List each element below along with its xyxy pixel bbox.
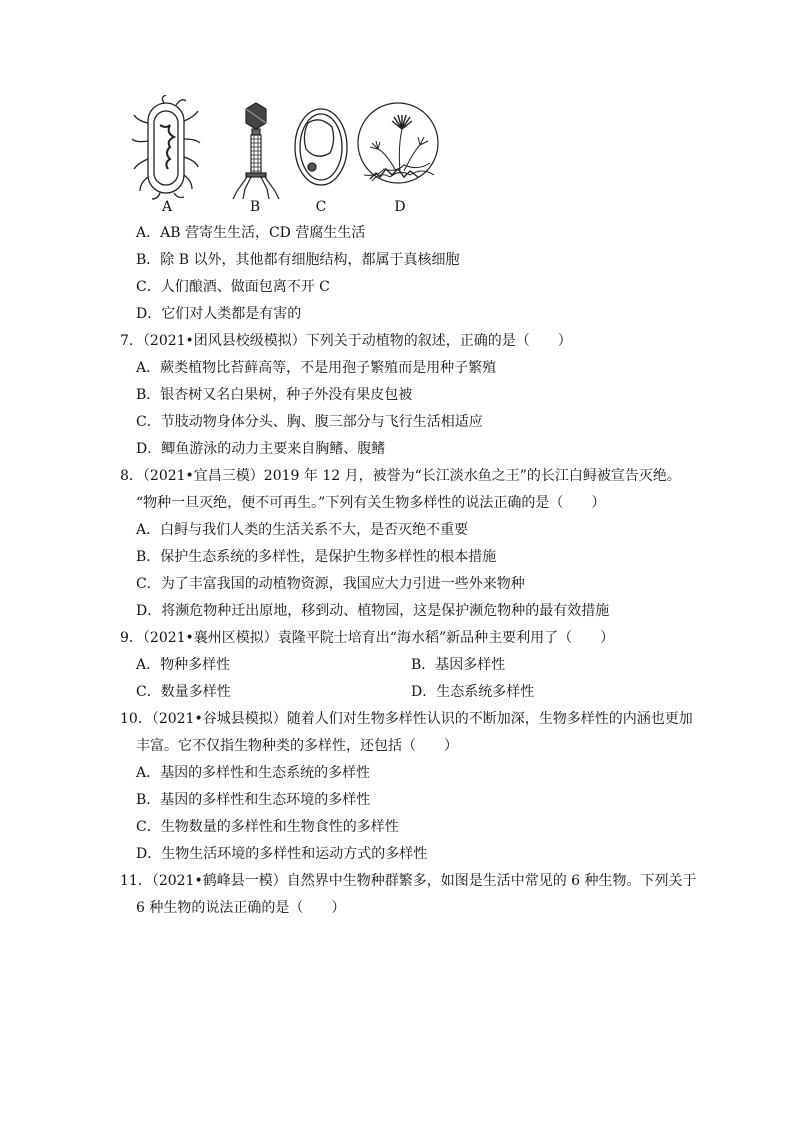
- q10-option-a: A．基因的多样性和生态系统的多样性: [136, 765, 371, 781]
- mold-drawing: [358, 103, 438, 183]
- q8-option-c: C．为了丰富我国的动植物资源，我国应大力引进一些外来物种: [136, 576, 525, 592]
- organisms-figure: [120, 95, 460, 220]
- q7-stem: 7．（2021•团风县校级模拟）下列关于动植物的叙述，正确的是（ ）: [120, 333, 572, 349]
- q10-stem-line1: 10．（2021•谷城县模拟）随着人们对生物多样性认识的不断加深，生物多样性的内涵也更加: [120, 711, 693, 727]
- q6-option-c: C．人们酿酒、做面包离不开 C: [136, 279, 330, 295]
- q7-option-b: B．银杏树又名白果树，种子外没有果皮包被: [136, 387, 413, 403]
- q7-option-d: D．鲫鱼游泳的动力主要来自胸鳍、腹鳍: [136, 441, 386, 457]
- q11-stem-line2: 6 种生物的说法正确的是（ ）: [136, 900, 346, 916]
- bacteriophage-drawing: [233, 103, 279, 199]
- q8-stem-line2: “物种一旦灭绝，便不可再生。”下列有关生物多样性的说法正确的是（ ）: [136, 495, 606, 511]
- q8-option-a: A．白鲟与我们人类的生活关系不大，是否灭绝不重要: [136, 522, 469, 538]
- bacterium-drawing: [132, 95, 200, 199]
- q10-option-c: C．生物数量的多样性和生物食性的多样性: [136, 819, 399, 835]
- q8-option-b: B．保护生态系统的多样性，是保护生物多样性的根本措施: [136, 549, 497, 565]
- yeast-cell-drawing: [295, 109, 347, 185]
- q11-stem-line1: 11．（2021•鹤峰县一模）自然界中生物种群繁多，如图是生活中常见的 6 种生物。下列关于: [120, 873, 697, 889]
- q6-option-b: B．除 B 以外，其他都有细胞结构，都属于真核细胞: [136, 252, 460, 268]
- figure-label-a: A: [161, 199, 173, 215]
- q10-stem-line2: 丰富。它不仅指生物种类的多样性，还包括（ ）: [136, 738, 458, 754]
- q7-option-a: A．蕨类植物比苔藓高等，不是用孢子繁殖而是用种子繁殖: [136, 360, 497, 376]
- q9-option-b: B．基因多样性: [411, 657, 506, 673]
- q9-stem: 9．（2021•襄州区模拟）袁隆平院士培育出“海水稻”新品种主要利用了（ ）: [120, 630, 615, 646]
- figure-label-b: B: [249, 199, 261, 215]
- q6-option-d: D．它们对人类都是有害的: [136, 306, 302, 322]
- q9-option-a: A．物种多样性: [136, 657, 231, 673]
- q9-option-d: D．生态系统多样性: [411, 684, 535, 700]
- q10-option-b: B．基因的多样性和生态环境的多样性: [136, 792, 371, 808]
- figure-label-c: C: [315, 199, 327, 215]
- q8-option-d: D．将濒危物种迁出原地，移到动、植物园，这是保护濒危物种的最有效措施: [136, 603, 610, 619]
- q8-stem-line1: 8．（2021•宜昌三模）2019 年 12 月，被誉为“长江淡水鱼之王”的长江白鲟被宣告灭绝。: [120, 468, 681, 484]
- organisms-illustration: [120, 95, 460, 200]
- figure-label-d: D: [394, 199, 406, 215]
- q10-option-d: D．生物生活环境的多样性和运动方式的多样性: [136, 846, 428, 862]
- q6-option-a: A．AB 营寄生生活，CD 营腐生生活: [136, 225, 366, 241]
- q7-option-c: C．节肢动物身体分头、胸、腹三部分与飞行生活相适应: [136, 414, 483, 430]
- q9-option-c: C．数量多样性: [136, 684, 231, 700]
